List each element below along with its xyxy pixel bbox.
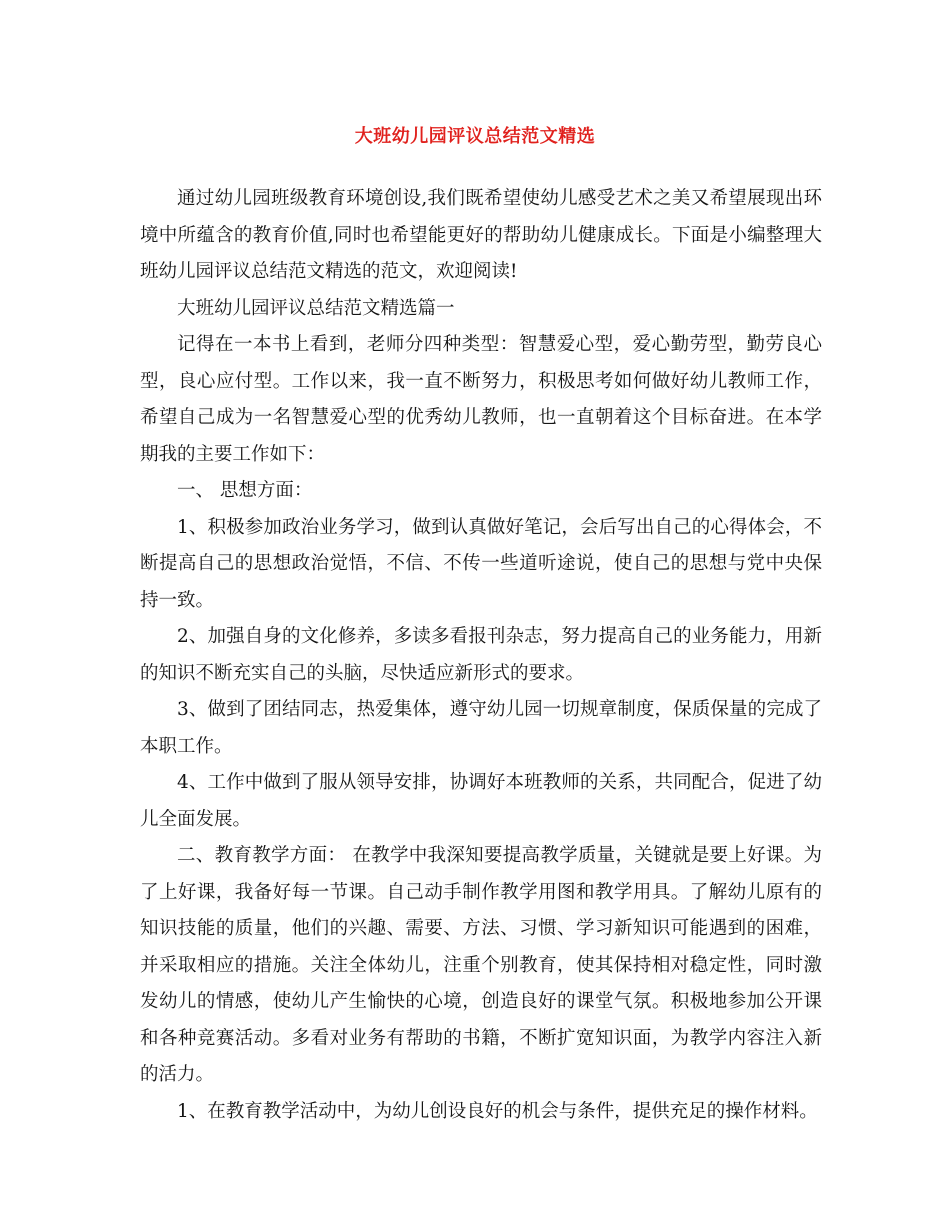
paragraph-heading-thought: 一、 思想方面： <box>177 480 313 501</box>
paragraph-section-heading: 大班幼儿园评议总结范文精选篇一 <box>177 297 455 319</box>
paragraph-item-1: 1、积极参加政治业务学习，做到认真做好笔记，会后写出自己的心得体会，不断提高自己的思想政治觉悟，不信、不传一些道听途说，使自己的思想与党中央保持一致。 <box>140 516 822 611</box>
paragraph-teaching-item-1: 1、在教育教学活动中，为幼儿创设良好的机会与条件，提供充足的操作材料。 <box>177 1100 818 1122</box>
paragraph-teacher-types: 记得在一本书上看到，老师分四种类型：智慧爱心型，爱心勤劳型，勤劳良心型，良心应付型。工作以来，我一直不断努力，积极思考如何做好幼儿教师工作，希望自己成为一名智慧爱心型的优秀幼儿教师，也一直朝着这个目标奋进。在本学期我的主要工作如下： <box>140 334 822 465</box>
paragraph-intro: 通过幼儿园班级教育环境创设,我们既希望使幼儿感受艺术之美又希望展现出环境中所蕴含的教育价值,同时也希望能更好的帮助幼儿健康成长。下面是小编整理大班幼儿园评议总结范文精选的范文，欢迎阅读! <box>140 188 822 282</box>
document-title: 大班幼儿园评议总结范文精选 <box>354 126 596 147</box>
paragraph-item-4: 4、工作中做到了服从领导安排，协调好本班教师的关系，共同配合，促进了幼儿全面发展。 <box>140 772 822 830</box>
paragraph-heading-teaching: 二、教育教学方面： 在教学中我深知要提高教学质量，关键就是要上好课。为了上好课，我备好每一节课。自己动手制作教学用图和教学用具。了解幼儿原有的知识技能的质量，他们的兴趣、需要、方法、习惯、学习新知识可能遇到的困难，并采取相应的措施。关注全体幼儿，注重个别教育，使其保持相对稳定性，同时激发幼儿的情感，使幼儿产生愉快的心境，创造良好的课堂气氛。积极地参加公开课和各种竞赛活动。多看对业务有帮助的书籍，不断扩宽知识面，为教学内容注入新的活力。 <box>140 845 822 1085</box>
paragraph-item-3: 3、做到了团结同志，热爱集体，遵守幼儿园一切规章制度，保质保量的完成了本职工作。 <box>140 699 822 757</box>
document-body <box>140 181 822 1130</box>
paragraph-item-2: 2、加强自身的文化修养，多读多看报刊杂志，努力提高自己的业务能力，用新的知识不断充实自己的头脑，尽快适应新形式的要求。 <box>140 626 822 684</box>
